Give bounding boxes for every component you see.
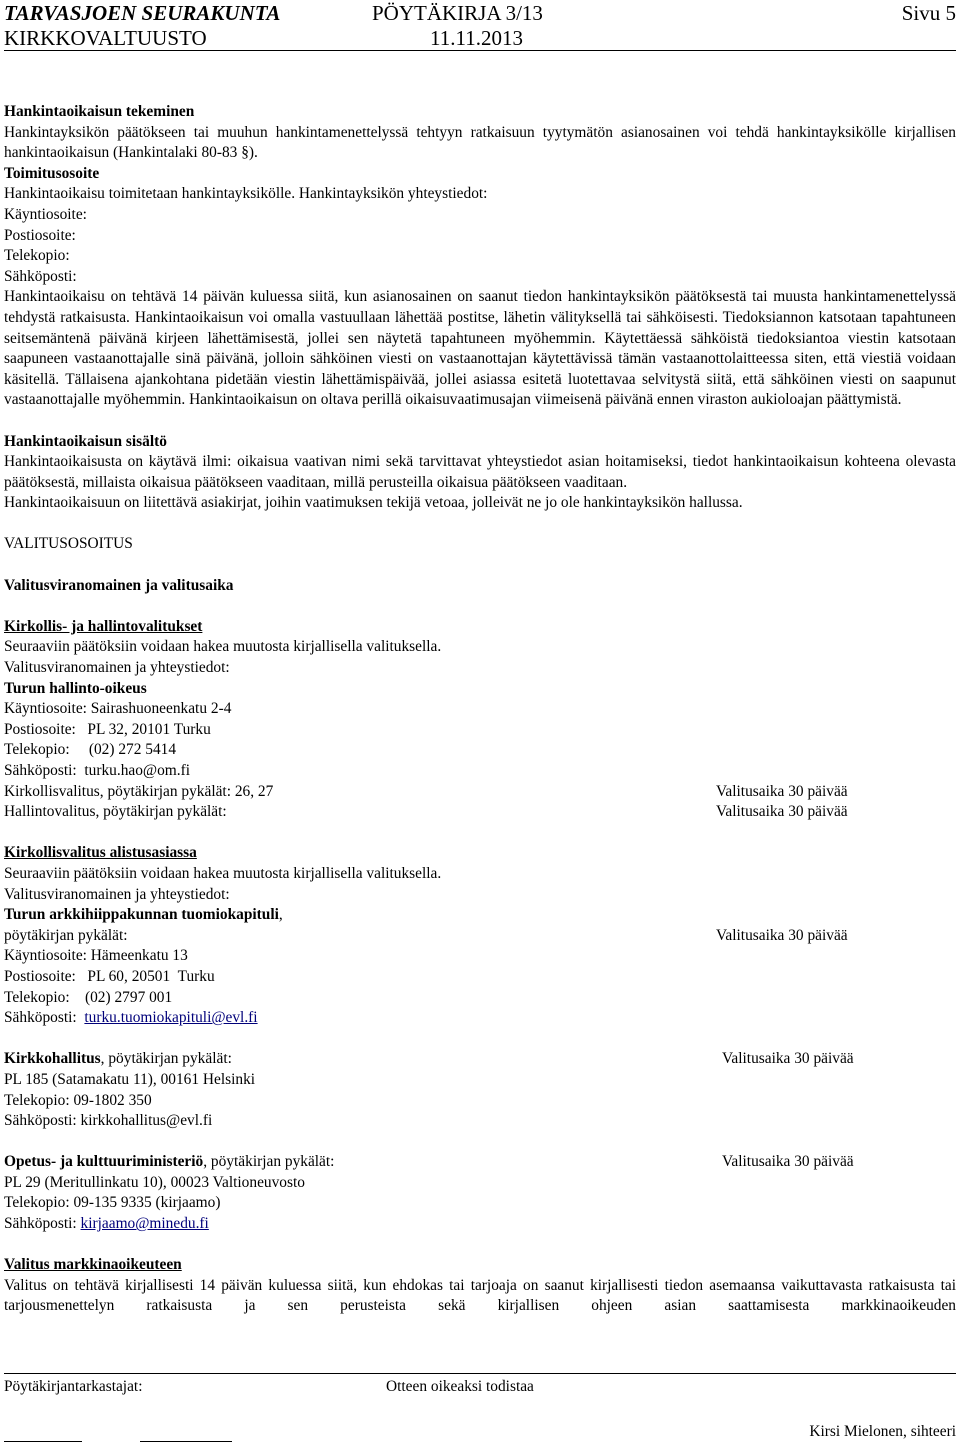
fax-line: Telekopio: (02) 2797 001: [4, 988, 173, 1006]
email-link[interactable]: kirjaamo@minedu.fi: [80, 1215, 209, 1233]
label-postiosoite: Postiosoite:: [4, 226, 76, 244]
appeal-row: [4, 782, 956, 803]
text-line: Seuraaviin päätöksiin voidaan hakea muutosta kirjallisella valituksella.: [4, 864, 442, 882]
paragraph: Hankintaoikaisusta on käytävä ilmi: oikaisua vaativan nimi sekä tarvittavat yhteystiedot asian hoitamiseksi, tiedot hankintaoikaisun kohteena olevasta päätöksestä, millaista oikaisua päätökseen vaaditaan, millä perusteilla oikaisua päätökseen vaaditaan.: [4, 453, 956, 491]
appeal-row: [4, 1049, 956, 1070]
email-line: Sähköposti: kirkkohallitus@evl.fi: [4, 1112, 213, 1130]
authority-suffix: , pöytäkirjan pykälät:: [203, 1153, 335, 1171]
authority-suffix: , pöytäkirjan pykälät:: [100, 1050, 232, 1068]
label-kayntiosoite: Käyntiosoite:: [4, 205, 87, 223]
appeal-period: Valitusaika 30 päivää: [722, 1153, 854, 1171]
appeal-period: Valitusaika 30 päivää: [722, 1050, 854, 1068]
subheading-kirkollis: Kirkollis- ja hallintovalitukset: [4, 617, 203, 635]
authority-line: [4, 1153, 334, 1170]
meeting-date: 11.11.2013: [430, 26, 523, 50]
header-rule: [4, 50, 956, 51]
text-line: Valitusviranomainen ja yhteystiedot:: [4, 885, 230, 903]
text-line: Seuraaviin päätöksiin voidaan hakea muutosta kirjallisella valituksella.: [4, 638, 442, 656]
authority-name: Kirkkohallitus: [4, 1050, 101, 1068]
email-label: Sähköposti:: [4, 1215, 81, 1233]
text-line: Valitusviranomainen ja yhteystiedot:: [4, 659, 230, 677]
section-heading-hankintaoikaisu: Hankintaoikaisun tekeminen: [4, 103, 195, 120]
email-line: Sähköposti: turku.hao@om.fi: [4, 762, 191, 779]
authority-name: Opetus- ja kulttuuriministeriö: [4, 1153, 204, 1171]
body-name: KIRKKOVALTUUSTO: [4, 26, 207, 50]
subheading-valitusviranomainen: Valitusviranomainen ja valitusaika: [4, 576, 234, 594]
footer-signer: Kirsi Mielonen, sihteeri: [809, 1423, 956, 1440]
subheading-toimitusosoite: Toimitusosoite: [4, 164, 100, 182]
authority-name-line: [4, 905, 956, 926]
signature-line: [140, 1441, 232, 1442]
footer-tarkastajat: Pöytäkirjantarkastajat:: [4, 1378, 143, 1395]
appeal-row: [4, 926, 956, 947]
address-line: PL 29 (Meritullinkatu 10), 00023 Valtioneuvosto: [4, 1173, 305, 1191]
fax-line: Telekopio: 09-135 9335 (kirjaamo): [4, 1194, 221, 1212]
org-name: TARVASJOEN SEURAKUNTA: [4, 1, 281, 25]
paragraph: Hankintaoikaisu on tehtävä 14 päivän kuluessa siitä, kun asianosainen on saanut tiedon hankintayksikön päätöksestä tai muusta hankintamenettelyssä tehdystä ratkaisusta. Hankintaoikaisun voi omalla vastuullaan lähettää postitse, lähetin välityksellä tai sähköisesti. Tiedoksiannon katsotaan tapahtuneen seitsemäntenä päivänä kirjeen lähettämisestä, jollei sen näytetä tapahtuneen myöhemmin. Käytettäessä sähköistä tiedoksiantoa viestin katsotaan saapuneen vastaanottajalle sinä päivänä, jolloin sähköinen viesti on vastaanottajan käytettävissä tämän vastaanottolaitteessa siten, että viestiä voidaan käsitellä. Tällaisena ajankohtana pidetään viestin lähettämispäivää, jollei asiassa esitetä luotettavaa selvitystä siitä, että sähköinen viesti on saapunut vastaanottajalle myöhemmin. Hankintaoikaisun on oltava perillä oikaisuvaatimusajan viimeisenä päivänä ennen viraston aukioloajan päättymistä.: [4, 288, 956, 409]
address-line: Käyntiosoite: Hämeenkatu 13: [4, 947, 188, 965]
label-sahkoposti: Sähköposti:: [4, 267, 77, 285]
paragraph: Hankintayksikön päätökseen tai muuhun hankintamenettelyssä tehtyyn ratkaisuun tyytymätön asianosainen voi tehdä hankintayksikölle kirjallisen hankintaoikaisun (Hankintalaki 80-83 §).: [4, 123, 956, 162]
page-header: [4, 0, 956, 52]
appeal-label: Kirkollisvalitus, pöytäkirjan pykälät: 26, 27: [4, 782, 274, 800]
section-heading-valitusosoitus: VALITUSOSOITUS: [4, 535, 133, 553]
footer-rule: [4, 1373, 956, 1374]
doc-title: PÖYTÄKIRJA 3/13: [372, 1, 543, 25]
fax-line: Telekopio: 09-1802 350: [4, 1091, 152, 1109]
address-line: Postiosoite: PL 60, 20501 Turku: [4, 967, 215, 985]
subheading-markkinaoikeus: Valitus markkinaoikeuteen: [4, 1256, 182, 1274]
text-line: Hankintaoikaisu toimitetaan hankintayksikölle. Hankintayksikön yhteystiedot:: [4, 185, 488, 203]
email-line: [4, 1008, 956, 1029]
section-heading-sisalto: Hankintaoikaisun sisältö: [4, 432, 167, 450]
address-line: Postiosoite: PL 32, 20101 Turku: [4, 720, 211, 738]
authority-name: Turun hallinto-oikeus: [4, 679, 147, 697]
fax-line: Telekopio: (02) 272 5414: [4, 741, 177, 759]
authority-name: Turun arkkihiippakunnan tuomiokapituli: [4, 906, 279, 924]
page-number: Sivu 5: [901, 1, 956, 25]
address-line: PL 185 (Satamakatu 11), 00161 Helsinki: [4, 1070, 256, 1088]
address-line: Käyntiosoite: Sairashuoneenkatu 2-4: [4, 700, 232, 718]
signature-line: [4, 1441, 82, 1442]
appeal-period: Valitusaika 30 päivää: [716, 782, 848, 800]
label-telekopio: Telekopio:: [4, 247, 70, 265]
comma: ,: [278, 906, 283, 924]
subheading-alistus: Kirkollisvalitus alistusasiassa: [4, 844, 197, 862]
appeal-row: [4, 1152, 956, 1173]
paragraph: Valitus on tehtävä kirjallisesti 14 päivän kuluessa siitä, kun ehdokas tai tarjoaja on saanut kirjallisesti tiedon asemaansa vaikuttavasta ratkaisusta tai tarjousmenettelyn ratkaisusta ja sen perusteista sekä kirjallisen ohjeen asian saattamisesta markkinaoikeuden: [4, 1276, 956, 1315]
email-line: [4, 1214, 956, 1235]
appeal-row: [4, 802, 956, 823]
email-link[interactable]: turku.tuomiokapituli@evl.fi: [84, 1009, 258, 1027]
footer-oikeaksi: Otteen oikeaksi todistaa: [386, 1378, 534, 1395]
appeal-period: Valitusaika 30 päivää: [716, 926, 848, 944]
appeal-label: pöytäkirjan pykälät:: [4, 926, 128, 944]
appeal-label: Hallintovalitus, pöytäkirjan pykälät:: [4, 803, 227, 821]
appeal-period: Valitusaika 30 päivää: [716, 803, 848, 821]
paragraph: Hankintaoikaisuun on liitettävä asiakirjat, joihin vaatimuksen tekijä vetoaa, jolleivät ne jo ole hankintayksikön hallussa.: [4, 494, 743, 512]
authority-line: [4, 1050, 232, 1067]
email-label: Sähköposti:: [4, 1009, 85, 1027]
